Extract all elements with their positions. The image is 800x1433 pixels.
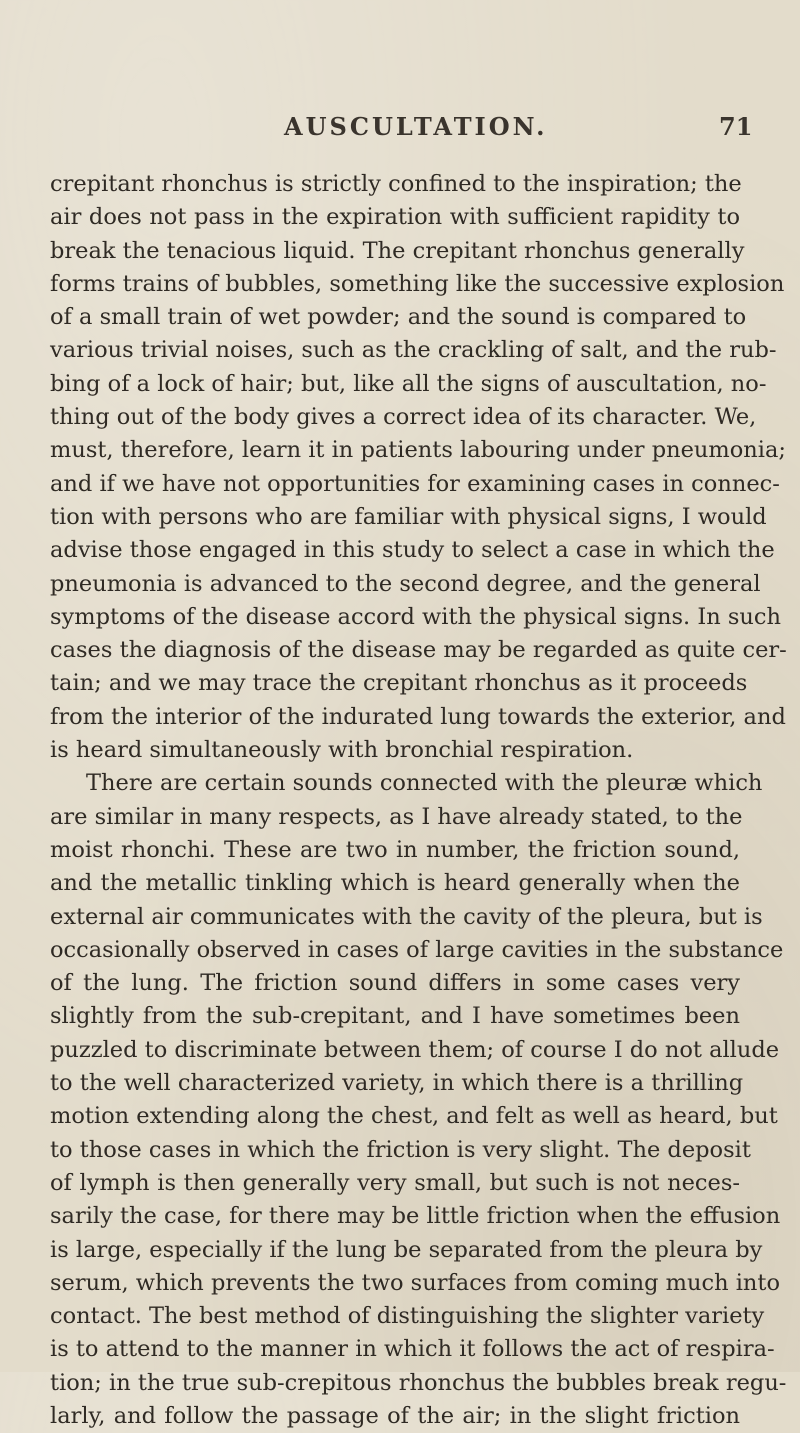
text-line: tion; in the true sub-crepitous rhonchus the bubbles break regu- — [50, 1369, 787, 1396]
text-line: of lymph is then generally very small, but such is not neces- — [50, 1169, 740, 1196]
text-line: is to attend to the manner in which it follows the act of respira- — [50, 1336, 775, 1363]
text-line: break the tenacious liquid. The crepitant rhonchus generally — [50, 237, 745, 264]
text-line: bing of a lock of hair; but, like all the signs of auscultation, no- — [50, 370, 767, 397]
text-line: to those cases in which the friction is very slight. The deposit — [50, 1136, 751, 1163]
text-line: tion with persons who are familiar with physical signs, I would — [50, 503, 767, 530]
page-number: 71 — [719, 112, 753, 141]
text-line: symptoms of the disease accord with the physical signs. In such — [50, 603, 782, 630]
text-line: and the metallic tinkling which is heard generally when the — [50, 870, 740, 897]
text-line: sarily the case, for there may be little friction when the effusion — [50, 1203, 781, 1230]
text-line: are similar in many respects, as I have already stated, to the — [50, 803, 743, 830]
paragraph-start-line: There are certain sounds connected with the pleuræ which — [86, 770, 763, 797]
text-line: to the well characterized variety, in which there is a thrilling — [50, 1070, 744, 1097]
page-title: AUSCULTATION. — [284, 112, 548, 141]
text-line: serum, which prevents the two surfaces from coming much into — [50, 1269, 781, 1296]
text-line: slightly from the sub-crepitant, and I have sometimes been — [50, 1003, 740, 1030]
text-line: contact. The best method of distinguishing the slighter variety — [50, 1303, 765, 1330]
text-line: advise those engaged in this study to select a case in which the — [50, 537, 775, 564]
text-line: forms trains of bubbles, something like the successive explosion — [50, 270, 785, 297]
text-line: of a small train of wet powder; and the sound is compared to — [50, 304, 747, 331]
text-line: pneumonia is advanced to the second degree, and the general — [50, 570, 761, 597]
text-line: is large, especially if the lung be separated from the pleura by — [50, 1236, 763, 1263]
text-line: various trivial noises, such as the crackling of salt, and the rub- — [50, 337, 777, 364]
paragraph-end-line: is heard simultaneously with bronchial respiration. — [50, 737, 634, 764]
text-line: crepitant rhonchus is strictly confined to the inspiration; the — [50, 171, 742, 197]
body-text — [50, 168, 787, 1433]
text-line: puzzled to discriminate between them; of course I do not allude — [50, 1036, 780, 1063]
text-line: must, therefore, learn it in patients labouring under pneumonia; — [50, 437, 786, 464]
text-line: motion extending along the chest, and felt as well as heard, but — [50, 1103, 778, 1130]
text-line: and if we have not opportunities for examining cases in connec- — [50, 470, 780, 497]
text-line: thing out of the body gives a correct idea of its character. We, — [50, 404, 757, 431]
text-line: cases the diagnosis of the disease may be regarded as quite cer- — [50, 637, 787, 664]
text-line: larly, and follow the passage of the air; in the slight friction — [50, 1402, 740, 1429]
text-line: air does not pass in the expiration with sufficient rapidity to — [50, 204, 740, 231]
text-line: external air communicates with the cavity of the pleura, but is — [50, 903, 763, 930]
text-line: moist rhonchi. These are two in number, the friction sound, — [50, 836, 740, 863]
text-line: of the lung. The friction sound differs in some cases very — [50, 970, 740, 997]
running-head — [0, 112, 800, 146]
text-line: tain; and we may trace the crepitant rhonchus as it proceeds — [50, 670, 748, 697]
text-line: occasionally observed in cases of large cavities in the substance — [50, 936, 784, 963]
text-line: from the interior of the indurated lung towards the exterior, and — [50, 703, 786, 730]
